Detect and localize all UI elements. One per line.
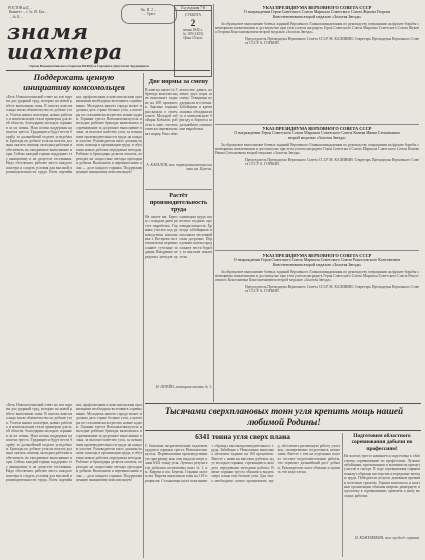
middle-sign: А. КАБАЛОВ, зам. парторганизатора шахты им. Березы. [146, 162, 212, 171]
masthead-stamp: Ок. Н. 2 ... ... Трест [121, 4, 177, 24]
right-lower-body: На шахтах треста начинается подготовка к областному соревнованию по профессиям. Лучшие забойщики, крепильщики и машинисты примут участие в смотре. В ходе соревнования горняки покажут образцы мастерства и передовые методы труда. Победители получат денежные премии и почетные грамоты. Горком комсомола и шахтные организации обязаны широко развернуть подготовку к соревнованию, привлечь к нему молодых рабочих. [344, 454, 421, 498]
column-divider-1 [143, 73, 144, 403]
editorial-headline: Поддержать ценную инициативу комсомольцев [23, 72, 125, 92]
decree-1 [215, 5, 419, 123]
decree-3 [215, 253, 419, 401]
decree2-headline: УКАЗ ПРЕЗИДИУМА ВЕРХОВНОГО СОВЕТА СССР [262, 126, 372, 131]
decree2-body: За образцовое выполнение боевых заданий Верховного Главнокомандования по руководству операциями на фронте борьбы с немецкими захватчиками и достигнутые при этом успехи наградить Героя Советского Союза Маршала Советского Союза Конева Ивана Степановича второй медалью «Золотая Звезда». [215, 142, 420, 156]
editorial-continuation [6, 403, 142, 557]
banner-rule-bottom [145, 430, 421, 431]
masthead-subtitle: Орган Новошахтинского Горкома ВКП(б) и Горсовета Депутатов Трудящихся [29, 64, 149, 68]
date-box [174, 5, 212, 77]
middle-article [145, 78, 212, 188]
decree-rule-2 [215, 250, 419, 251]
title-line-2: шахтера [7, 39, 123, 64]
right-lower-sign: И. КОЖЕМЯКИН, зам. председ. горкома. [355, 536, 420, 541]
left-bottom-divider [143, 403, 144, 558]
masthead-rule [6, 70, 210, 71]
decree3-sign: Председатель Президиума Верховного Совета СССР М. КАЛИНИН. Секретарь Президиума Верховного Совета СССР А. ГОРКИН. [245, 284, 419, 294]
decree2-sub: О награждении Героя Советского Союза Маршала Советского Союза Конева Ивана Степановича второй медалью «Золотая Звезда» [234, 130, 400, 140]
decree3-sub: О награждении Героя Советского Союза Маршала Советского Союза Рокоссовского Константина Константиновича второй медалью «Золотая Звезда» [233, 257, 401, 267]
banner-headline: Тысячами сверхплановых тонн угля крепить мощь нашей любимой Родины! [164, 406, 404, 427]
lower-headline: 6341 тонна угля сверх плана [195, 432, 290, 441]
right-lower-article [344, 433, 420, 557]
middle2-body: На шахте им. Березы с каждым днем растет выработка. Горняки участка под руководством начальника т. Весерова систематически перевыполняют суточные задания. Внедрение передовых методов организации труда позволило поднять производительность. Бригада забойщиков выполнила месячный план досрочно. Передовики шахты продолжают вести борьбу за высокие показатели. [145, 215, 212, 259]
decree3-headline: УКАЗ ПРЕЗИДИУМА ВЕРХОВНОГО СОВЕТА СССР [262, 253, 372, 258]
middle2-sign: Н. ШТЕЙН, помощник шахты № 1. [155, 385, 212, 389]
date-box-weekday: СУББОТА [184, 13, 202, 18]
decree2-sign: Председатель Президиума Верховного Совета СССР М. КАЛИНИН. Секретарь Президиума Верховного Совета СССР А. ГОРКИН. [245, 157, 419, 167]
editorial-body: «Бесь Новошахтинский ответ на зов партии дал ударный труд, которые на новой работе выполнили план. В шахтах комсомольцы взяли обязательство по добыче угля. Успехи наших шахтеров, новых рабочих и комсомольцев стали примером для всей области, благодарим молодых горняков за их почин. Наш почин поддержан на шахтах треста. Трудящиеся будут вести борьбу за дальнейший подъем угледобычи. Бригады по добыче угля на шахтах должны оказать помощь молодым рабочим и обеспечить их ежедневное выполнение норм. Сейчас каждый горняк поддержит эту инициативу и не допустит отставания. Надо обеспечить рабочее место каждого шахтера и создать условия для высокой производительности труда. Всем партийным, профсоюзным и комсомольским организациям необходимо возглавить соревнование. Молодежь нашего города может и должна дать стране больше угля, а шахтеры по-стахановски встретить новые задачи. Горняки треста Новошахтинскуголь и молодые рабочие бригады включились в соревнование за досрочное выполнение плана, за высокое качество угля, за повышение производительности труда на каждом участке. Руководители шахт должны оказать помощь в организации труда, в обучении новых рабочих передовым методам. Рабочие и бригадиры делятся опытом, переходят на скоростные методы проходки и добычи. Выполнить и перевыполнить план — долг каждого горняка. Поддержим ценную инициативу комсомольцев! [6, 95, 142, 174]
decree3-body: За образцовое выполнение боевых заданий Верховного Главнокомандования по руководству операциями на фронте борьбы с немецкими захватчиками и достигнутые при этом успехи наградить Героя Советского Союза Маршала Советского Союза Рокоссовского Константина Константиновича второй медалью «Золотая Звезда». [215, 269, 420, 283]
date-box-day: 2 [190, 17, 196, 28]
decree-2 [215, 126, 419, 248]
right-lower-headline: Подготовим областного соревнования добычи по профессиям! [351, 433, 413, 452]
decree-rule-1 [215, 124, 419, 125]
date-box-issue: № 109 (1455) [182, 31, 204, 36]
title-line-1: знамя [7, 19, 89, 44]
middle2-headline: Растёт производительность труда [149, 192, 208, 213]
column-divider-3 [342, 433, 343, 557]
lower-body: С большим патриотическим подъемом трудятся горняки треста Новошахтинскуголь. Перевыполнив производственную программу мая, они выдали сверх плана 6341 тонну угля. Лучших результатов добились коллективы шахт № 1, им. Кирова и им. Березы. Горняки шахты им. Кирова выполнили план на 118 процентов. Стахановцы шахт показывают образцы высокопроизводительного труда. Забойщик т. Николаенко выполнил месячное задание на 160 процентов. Вместе с ними на высоких рубежах идут молодые горняки, стремящиеся овладеть передовыми методами работы. В июне горняки треста обязались выдать сверх плана еще больше угля. Для этого необходимо лучше организовать труд, обеспечить ритмичную работу участков, своевременно подготовить новые лавы. Вместе с тем на отдельных шахтах отстают подготовительные работы, что тормозит дальнейший рост добычи. Руководители шахт обязаны устранить эти недостатки. [145, 443, 341, 483]
decree1-body: За образцовое выполнение боевых заданий Верховного Главнокомандования по руководству операциями на фронте борьбы с немецкими захватчиками и достигнутые при этом успехи наградить Героя Советского Союза Маршала Советского Союза Жукова Георгия Константиновича второй медалью «Золотая Звезда». [215, 21, 420, 35]
middle-article-2 [145, 192, 212, 402]
decree1-sign: Председатель Президиума Верховного Совета СССР М. КАЛИНИН. Секретарь Президиума Верховного Совета СССР А. ГОРКИН. [245, 36, 419, 46]
middle-headline: Две нормы за смену [148, 78, 209, 85]
editorial-continuation-body: «Бесь Новошахтинский ответ на зов партии дал ударный труд, которые на новой работе выполнили план. В шахтах комсомольцы взяли обязательство по добыче угля. Успехи наших шахтеров, новых рабочих и комсомольцев стали примером для всей области, благодарим молодых горняков за их почин. Наш почин поддержан на шахтах треста. Трудящиеся будут вести борьбу за дальнейший подъем угледобычи. Бригады по добыче угля на шахтах должны оказать помощь молодым рабочим и обеспечить их ежедневное выполнение норм. Сейчас каждый горняк поддержит эту инициативу и не допустит отставания. Надо обеспечить рабочее место каждого шахтера и создать условия для высокой производительности труда. Всем партийным, профсоюзным и комсомольским организациям необходимо возглавить соревнование. Молодежь нашего города может и должна дать стране больше угля, а шахтеры по-стахановски встретить новые задачи. Горняки треста Новошахтинскуголь и молодые рабочие бригады включились в соревнование за досрочное выполнение плана, за высокое качество угля, за повышение производительности труда на каждом участке. Руководители шахт должны оказать помощь в организации труда, в обучении новых рабочих передовым методам. Рабочие и бригадиры делятся опытом, переходят на скоростные методы проходки и добычи. Выполнить и перевыполнить план — долг каждого горняка. Поддержим ценную инициативу комсомольцев! [6, 403, 142, 482]
date-box-year: Год издания 7-й [175, 6, 211, 11]
middle-body: В лаве на шахте № 5 бригада комсомольцев выполняет задание на 200 процентов. Знатные горняки рассказали о своем опыте. Молодой забойщик Кабалов, работая в лаве, систематически перевыполняет норму. Взял обязательство давать не менее двух норм за смену. Товарищи поддержали его почин. Забойщики и крепильщики объединились в комплексную бригаду и борются за дальнейшее повышение выработки. [145, 87, 212, 136]
banner-rule-top [145, 403, 421, 404]
editorial-article [6, 73, 142, 400]
date-box-price: Цена 10 коп. [183, 36, 203, 41]
middle-rule [145, 189, 212, 190]
lower-article [145, 433, 340, 557]
date-box-month: июня 1945 г. [183, 27, 203, 32]
column-divider-2 [213, 4, 214, 402]
decree1-headline: УКАЗ ПРЕЗИДИУМА ВЕРХОВНОГО СОВЕТА СССР [262, 5, 372, 10]
masthead-top-left: РОСТОВ н/Д ... Комитет ... г. № 18, Бат... ... № 8, ... [8, 6, 47, 19]
masthead-title [7, 19, 171, 64]
decree1-sub: О награждении Героя Советского Союза Маршала Советского Союза Жукова Георгия Константиновича второй медалью «Золотая Звезда» [243, 9, 391, 19]
